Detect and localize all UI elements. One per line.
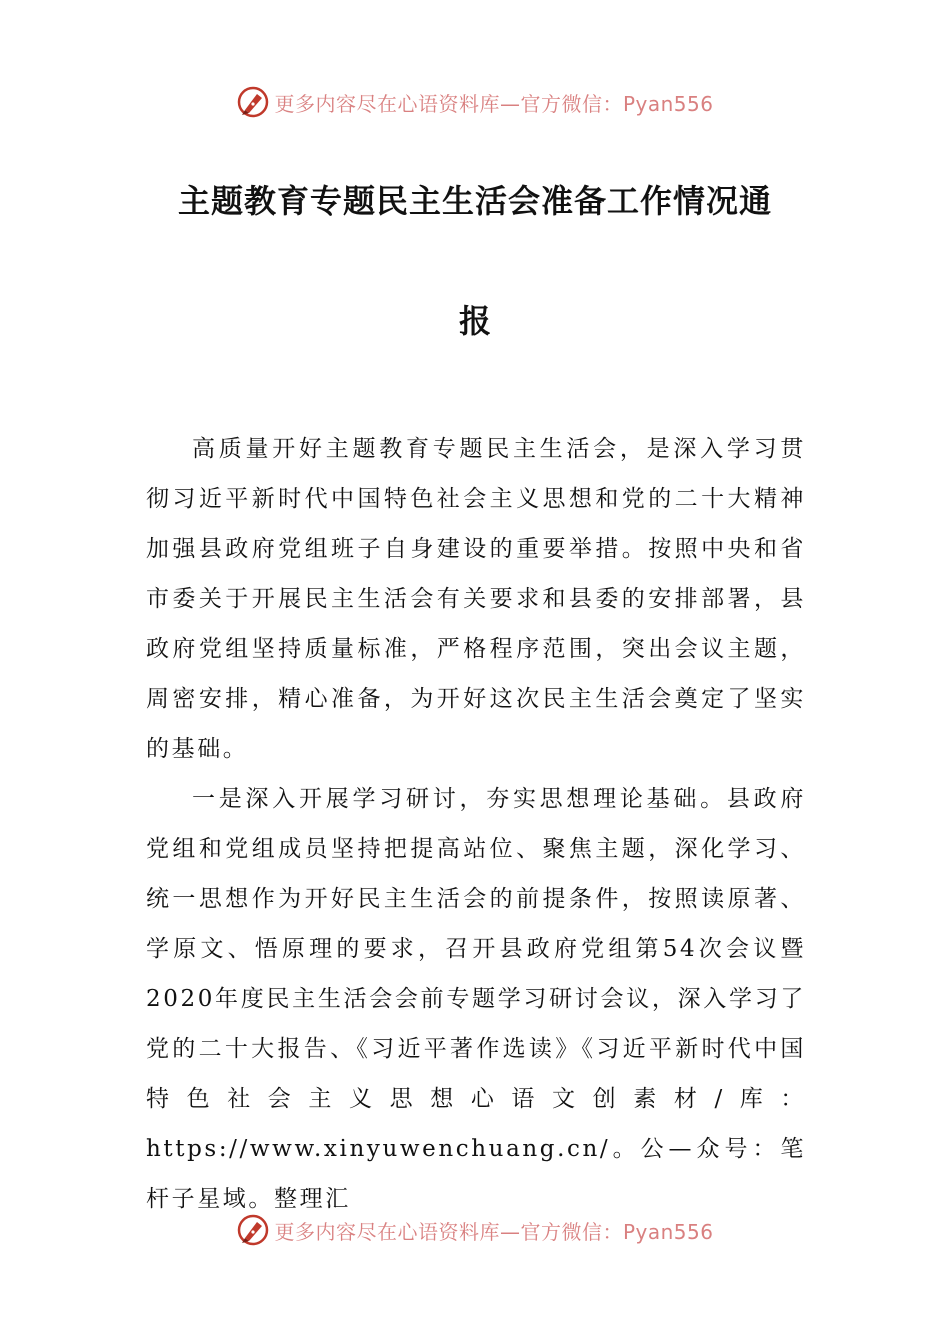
paragraph-study-discussion: 一是深入开展学习研讨，夯实思想理论基础。县政府党组和党组成员坚持把提高站位、聚焦主题，深化学习、统一思想作为开好民主生活会的前提条件，按照读原著、学原文、悟原理的要求，召开县政府党组第54次会议暨2020年度民主生活会会前专题学习研讨会议，深入学习了党的二十大报告、《习近平著作选读》《习近平新时代中国特色社会主义思想心语文创素材/库：https://www.xinyuwenchuang.cn/。公—众号：笔杆子星域。整理汇: [146, 786, 806, 1212]
pen-nib-logo-icon: [236, 85, 270, 119]
paragraph-intro: 高质量开好主题教育专题民主生活会，是深入学习贯彻习近平新时代中国特色社会主义思想和党的二十大精神加强县政府党组班子自身建设的重要举措。按照中央和省市委关于开展民主生活会有关要求和县委的安排部署，县政府党组坚持质量标准，严格程序范围，突出会议主题，周密安排，精心准备，为开好这次民主生活会奠定了坚实的基础。: [146, 436, 806, 762]
document-title-line-1: 主题教育专题民主生活会准备工作情况通: [177, 182, 772, 220]
document-title-line-2: 报: [458, 302, 491, 340]
footer-banner-text: 更多内容尽在心语资料库—官方微信：Pyan556: [274, 1219, 714, 1244]
header-banner-text: 更多内容尽在心语资料库—官方微信：Pyan556: [274, 91, 714, 116]
footer-banner: [0, 1210, 950, 1250]
pen-nib-logo-icon: [236, 1213, 270, 1247]
document-body: [146, 424, 806, 1224]
header-banner: [0, 82, 950, 122]
